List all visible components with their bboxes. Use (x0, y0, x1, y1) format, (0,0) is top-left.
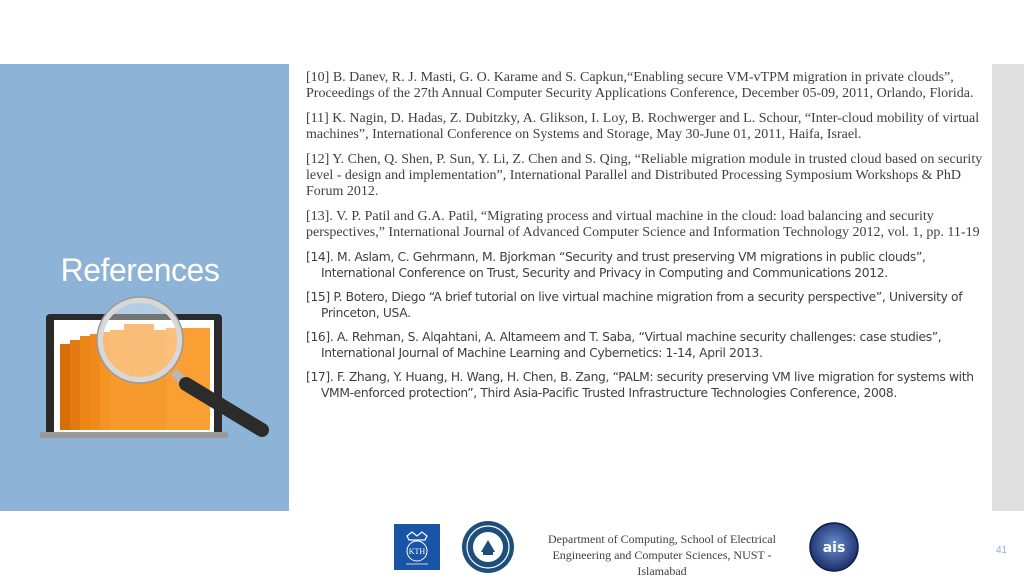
reference-item: [17]. F. Zhang, Y. Huang, H. Wang, H. Chen, B. Zang, “PALM: security preserving VM live migration for systems with VMM-enforced protection”, Third Asia-Pacific Trusted Infrastructure Technologies Conference, 2008. (306, 370, 974, 400)
references-list (306, 70, 986, 410)
ais-logo-text: ais (822, 540, 846, 556)
reference-item: [15] P. Botero, Diego “A brief tutorial on live virtual machine migration from a security perspective”, University of Princeton, USA. (306, 290, 963, 320)
kth-logo (394, 524, 440, 570)
page-number: 41 (996, 545, 1008, 556)
reference-item: [11] K. Nagin, D. Hadas, Z. Dubitzky, A. Glikson, I. Loy, B. Rochwerger and L. Schour, “Inter-cloud mobility of virtual machines”, International Conference on Systems and Storage, May 30-June 01, 2011, Haifa, Israel. (306, 111, 980, 142)
folder-search-illustration (40, 296, 272, 442)
kth-logo-text: KTH (408, 547, 426, 556)
nust-logo (461, 520, 515, 574)
reference-item: [13]. V. P. Patil and G.A. Patil, “Migrating process and virtual machine in the cloud: load balancing and security perspectives,” International Journal of Advanced Computer Science and Information Technology 2012, vol. 1, pp. 11-19 (306, 209, 980, 240)
reference-item: [12] Y. Chen, Q. Shen, P. Sun, Y. Li, Z. Chen and S. Qing, “Reliable migration module in trusted cloud based on security level - design and implementation”, International Parallel and Distributed Processing Symposium Workshops & PhD Forum 2012. (306, 152, 983, 199)
reference-item: [14]. M. Aslam, C. Gehrmann, M. Bjorkman “Security and trust preserving VM migrations in public clouds”, International Conference on Trust, Security and Privacy in Computing and Communications 2012. (306, 250, 926, 280)
ais-logo (809, 522, 859, 572)
right-accent-strip (992, 64, 1024, 511)
department-footer: Department of Computing, School of Electrical Engineering and Computer Sciences, NUST - Islamabad (548, 532, 776, 578)
reference-item: [10] B. Danev, R. J. Masti, G. O. Karame and S. Capkun,“Enabling secure VM-vTPM migration in private clouds”, Proceedings of the 27th Annual Computer Security Applications Conference, December 05-09, 2011, Orlando, Florida. (306, 70, 974, 101)
reference-item: [16]. A. Rehman, S. Alqahtani, A. Altameem and T. Saba, “Virtual machine security challenges: case studies”, International Journal of Machine Learning and Cybernetics: 1-14, April 2013. (306, 330, 942, 360)
slide-title: References (60, 252, 220, 288)
